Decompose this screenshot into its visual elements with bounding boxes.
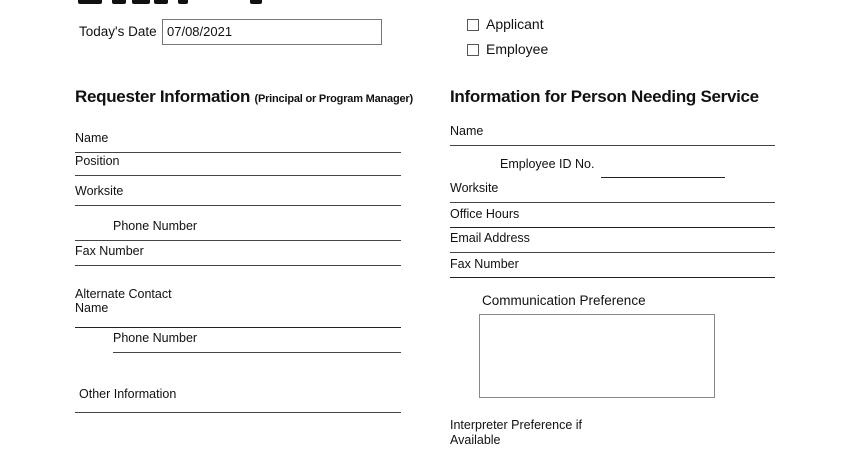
requester-heading: [75, 87, 413, 107]
requester-phone-label: Phone Number: [113, 219, 198, 233]
requester-fax-label: Fax Number: [75, 244, 144, 258]
requester-worksite-label: Worksite: [75, 184, 124, 198]
person-worksite-line[interactable]: [450, 202, 775, 203]
employee-checkbox[interactable]: [467, 44, 479, 56]
alt-contact-label: Alternate Contact: [75, 287, 172, 301]
person-worksite-label: Worksite: [450, 181, 499, 195]
alt-contact-name-line[interactable]: [75, 327, 401, 328]
requester-heading-sub: (Principal or Program Manager): [254, 93, 413, 105]
interpreter-label: Interpreter Preference if: [450, 418, 583, 432]
person-name-line[interactable]: [450, 145, 775, 146]
alt-phone-label: Phone Number: [113, 331, 198, 345]
requester-fax-line[interactable]: [75, 265, 401, 266]
interpreter-available-label: Available: [450, 433, 501, 447]
office-hours-label: Office Hours: [450, 207, 520, 221]
clipped-title: [0, 0, 850, 6]
employee-id-label: Employee ID No.: [500, 157, 595, 171]
person-fax-label: Fax Number: [450, 257, 519, 271]
email-label: Email Address: [450, 231, 530, 245]
todays-date-label: Today's Date: [79, 24, 157, 39]
applicant-label: Applicant: [486, 16, 544, 32]
person-name-label: Name: [450, 124, 484, 138]
email-line[interactable]: [450, 252, 775, 253]
other-info-label: Other Information: [79, 387, 177, 401]
person-heading: Information for Person Needing Service: [450, 87, 759, 106]
requester-name-label: Name: [75, 131, 109, 145]
requester-heading-text: Requester Information: [75, 87, 251, 106]
employee-label: Employee: [486, 41, 549, 57]
person-fax-line[interactable]: [450, 277, 775, 278]
applicant-checkbox[interactable]: [467, 19, 479, 31]
comm-pref-textarea[interactable]: [479, 314, 715, 398]
office-hours-line[interactable]: [450, 227, 775, 228]
comm-pref-label: Communication Preference: [482, 293, 646, 308]
requester-name-line[interactable]: [75, 152, 401, 153]
todays-date-field[interactable]: [162, 19, 382, 45]
requester-position-label: Position: [75, 154, 120, 168]
todays-date-value: 07/08/2021: [167, 24, 233, 39]
requester-phone-line[interactable]: [75, 240, 401, 241]
requester-position-line[interactable]: [75, 175, 401, 176]
other-info-line[interactable]: [75, 412, 401, 413]
employee-id-line[interactable]: [601, 177, 725, 178]
alt-contact-name-label: Name: [75, 301, 109, 315]
requester-worksite-line[interactable]: [75, 205, 401, 206]
alt-phone-line[interactable]: [113, 352, 401, 353]
